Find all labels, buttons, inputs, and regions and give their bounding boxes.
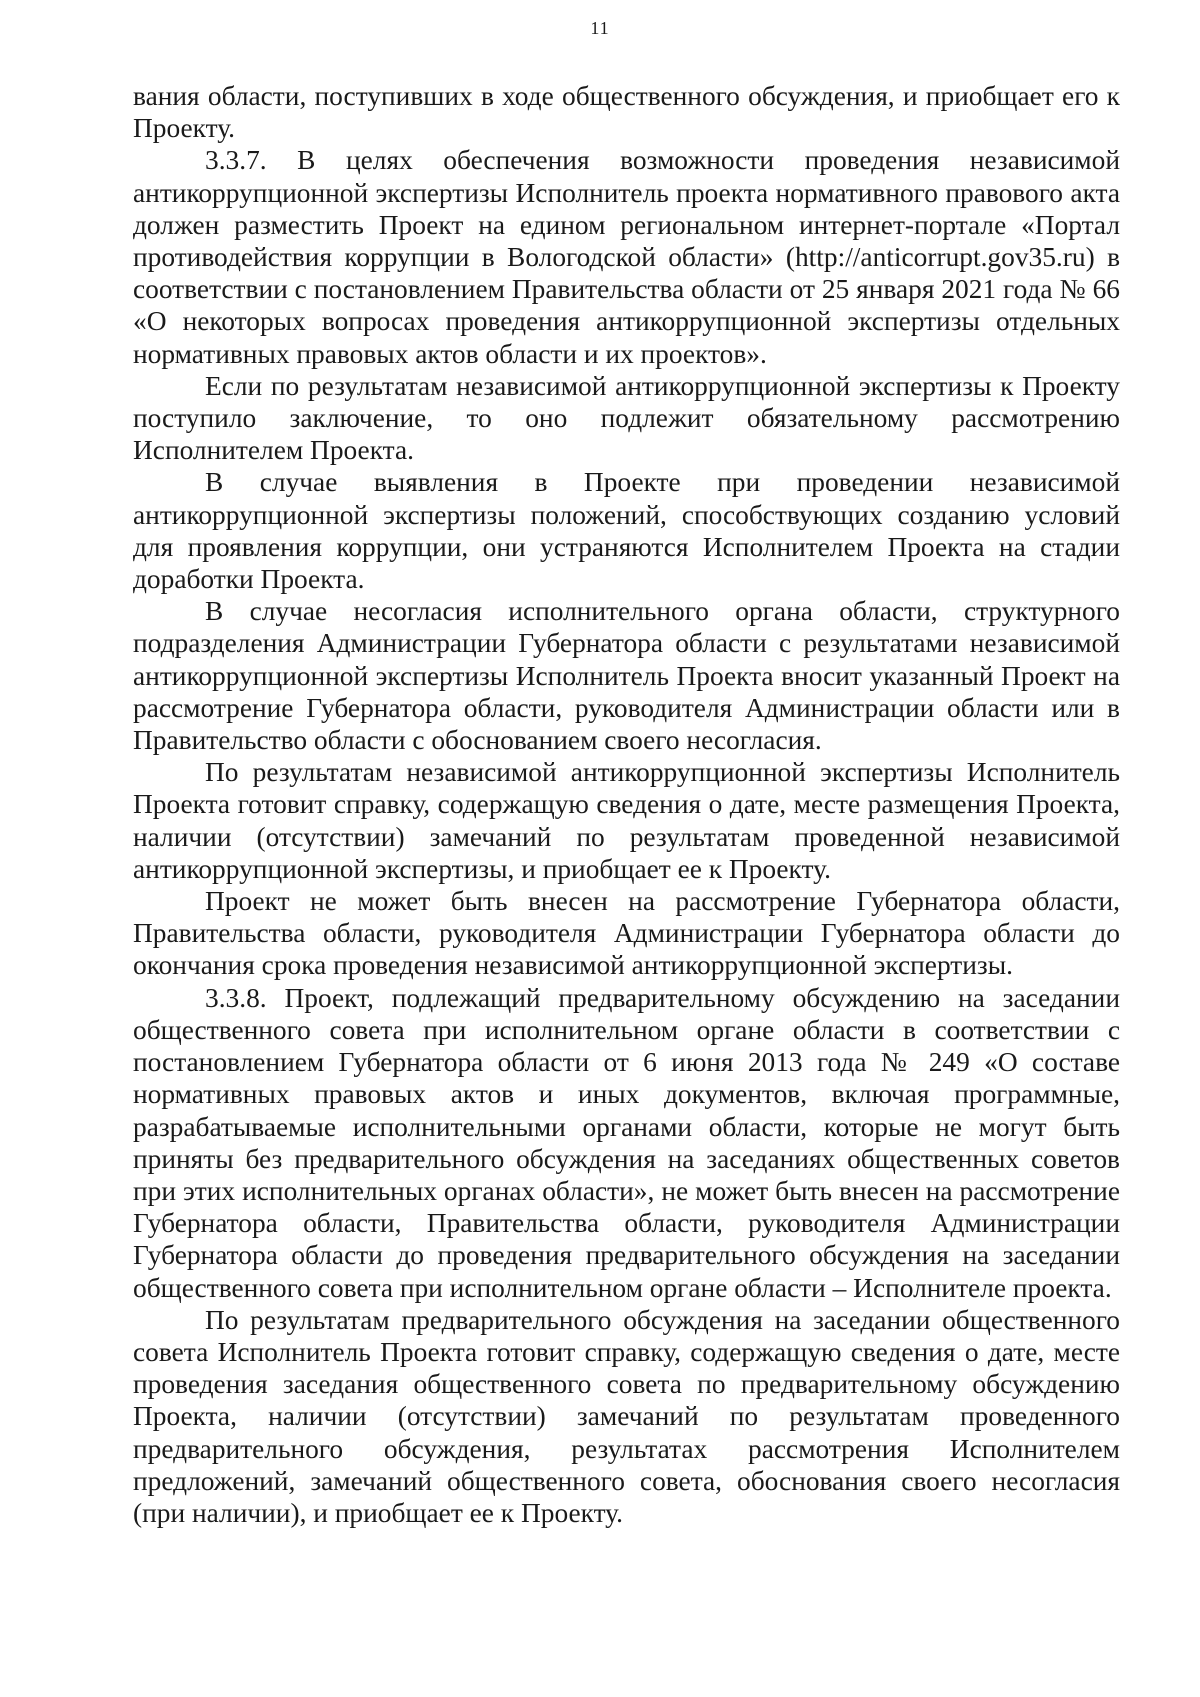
paragraph-submission-restriction: Проект не может быть внесен на рассмотрение Губернатора области, Правительства области, руководителя Администрации Губернатора области до окончания срока проведения независимой антикоррупционной экспертизы. bbox=[133, 886, 1120, 981]
paragraph-disagreement: В случае несогласия исполнительного органа области, структурного подразделения Администрации Губернатора области с результатами независимой антикоррупционной экспертизы Исполнитель Проекта вносит указанный Проект на рассмотрение Губернатора области, руководителя Администрации области или в Правительство области с обоснованием своего несогласия. bbox=[133, 596, 1120, 756]
paragraph-3-3-7: 3.3.7. В целях обеспечения возможности проведения независимой антикоррупционной экспертизы Исполнитель проекта нормативного правового акта должен разместить Проект на едином региональном интернет-портале «Портал противодействия коррупции в Вологодской области» (http://anticorrupt.gov35.ru) в соответствии с постановлением Правительства области от 25 января 2021 года № 66 «О некоторых вопросах проведения антикоррупционной экспертизы отдельных нормативных правовых актов области и их проектов». bbox=[133, 145, 1120, 369]
paragraph-conclusion-review: Если по результатам независимой антикоррупционной экспертизы к Проекту поступило заключение, то оно подлежит обязательному рассмотрению Исполнителем Проекта. bbox=[133, 370, 1120, 466]
paragraph-3-3-8: 3.3.8. Проект, подлежащий предварительному обсуждению на заседании общественного совета при исполнительном органе области в соответствии с постановлением Губернатора области от 6 июня 2013 года № 249 «О составе нормативных правовых актов и иных документов, включая программные, разрабатываемые исполнительными органами области, которые не могут быть приняты без предварительного обсуждения на заседаниях общественных советов при этих исполнительных органах области», не может быть внесен на рассмотрение Губернатора области, Правительства области, руководителя Администрации Губернатора области до проведения предварительного обсуждения на заседании общественного совета при исполнительном органе области – Исполнителе проекта. bbox=[133, 982, 1120, 1303]
paragraph-continuation: вания области, поступивших в ходе общественного обсуждения, и приобщает его к Проекту. bbox=[133, 81, 1120, 144]
paragraph-corruption-factors: В случае выявления в Проекте при проведении независимой антикоррупционной экспертизы положений, способствующих созданию условий для проявления коррупции, они устраняются Исполнителем Проекта на стадии доработки Проекта. bbox=[133, 467, 1120, 595]
paragraph-expertise-report: По результатам независимой антикоррупционной экспертизы Исполнитель Проекта готовит справку, содержащую сведения о дате, месте размещения Проекта, наличии (отсутствии) замечаний по результатам проведенной независимой антикоррупционной экспертизы, и приобщает ее к Проекту. bbox=[133, 757, 1120, 884]
paragraph-council-report: По результатам предварительного обсуждения на заседании общественного совета Исполнитель Проекта готовит справку, содержащую сведения о дате, месте проведения заседания общественного совета по предварительному обсуждению Проекта, наличии (отсутствии) замечаний по результатам проведенного предварительного обсуждения, результатах рассмотрения Исполнителем предложений, замечаний общественного совета, обоснования своего несогласия (при наличии), и приобщает ее к Проекту. bbox=[133, 1304, 1120, 1528]
document-body bbox=[133, 80, 1120, 1529]
page-number: 11 bbox=[590, 18, 610, 38]
